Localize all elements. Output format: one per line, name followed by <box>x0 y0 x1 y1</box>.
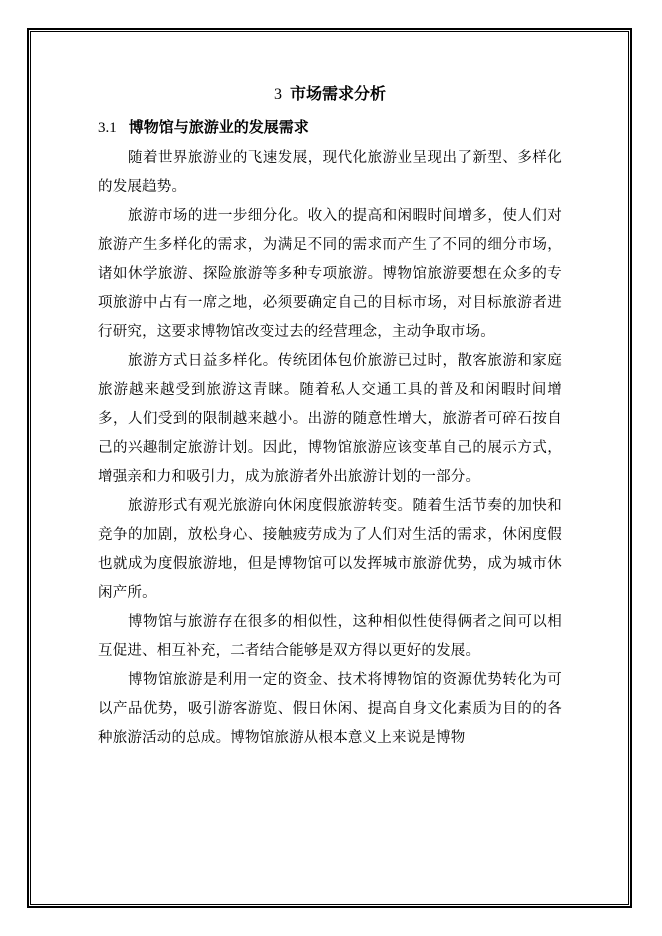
paragraph-similarity: 博物馆与旅游存在很多的相似性，这种相似性使得俩者之间可以相互促进、相互补充，二者结合能够是双方得以更好的发展。 <box>98 614 562 659</box>
paragraph-leisure-shift: 旅游形式有观光旅游向休闲度假旅游转变。随着生活节奏的加快和竞争的加剧，放松身心、接触疲劳成为了人们对生活的需求，休闲度假也就成为度假旅游地，但是博物馆可以发挥城市旅游优势，成为城市休闲产所。 <box>98 498 562 601</box>
chapter-number: 3 <box>273 86 282 103</box>
section-title: 博物馆与旅游业的发展需求 <box>128 118 309 136</box>
paragraph-intro: 随着世界旅游业的飞速发展，现代化旅游业呈现出了新型、多样化的发展趋势。 <box>98 150 562 195</box>
section-number: 3.1 <box>98 120 117 136</box>
section-heading <box>98 110 562 144</box>
paragraph-museum-tourism-definition: 博物馆旅游是利用一定的资金、技术将博物馆的资源优势转化为可以产品优势，吸引游客游览、假日休闲、提高自身文化素质为目的的各种旅游活动的总成。博物馆旅游从根本意义上来说是博物 <box>98 672 562 746</box>
chapter-title: 市场需求分析 <box>289 84 386 103</box>
paragraph-market-segmentation: 旅游市场的进一步细分化。收入的提高和闲暇时间增多，使人们对旅游产生多样化的需求，为满足不同的需求而产生了不同的细分市场，诸如休学旅游、探险旅游等多种专项旅游。博物馆旅游要想在众多的专项旅游中占有一席之地，必须要确定自己的目标市场，对目标旅游者进行研究，这要求博物馆改变过去的经营理念，主动争取市场。 <box>98 208 562 340</box>
chapter-heading <box>98 78 562 110</box>
page-content <box>98 78 562 753</box>
paragraph-travel-modes: 旅游方式日益多样化。传统团体包价旅游已过时，散客旅游和家庭旅游越来越受到旅游这青睐。随着私人交通工具的普及和闲暇时间增多，人们受到的限制越来越小。出游的随意性增大，旅游者可碎石按自己的兴趣制定旅游计划。因此，博物馆旅游应该变革自己的展示方式，增强亲和力和吸引力，成为旅游者外出旅游计划的一部分。 <box>98 353 562 485</box>
